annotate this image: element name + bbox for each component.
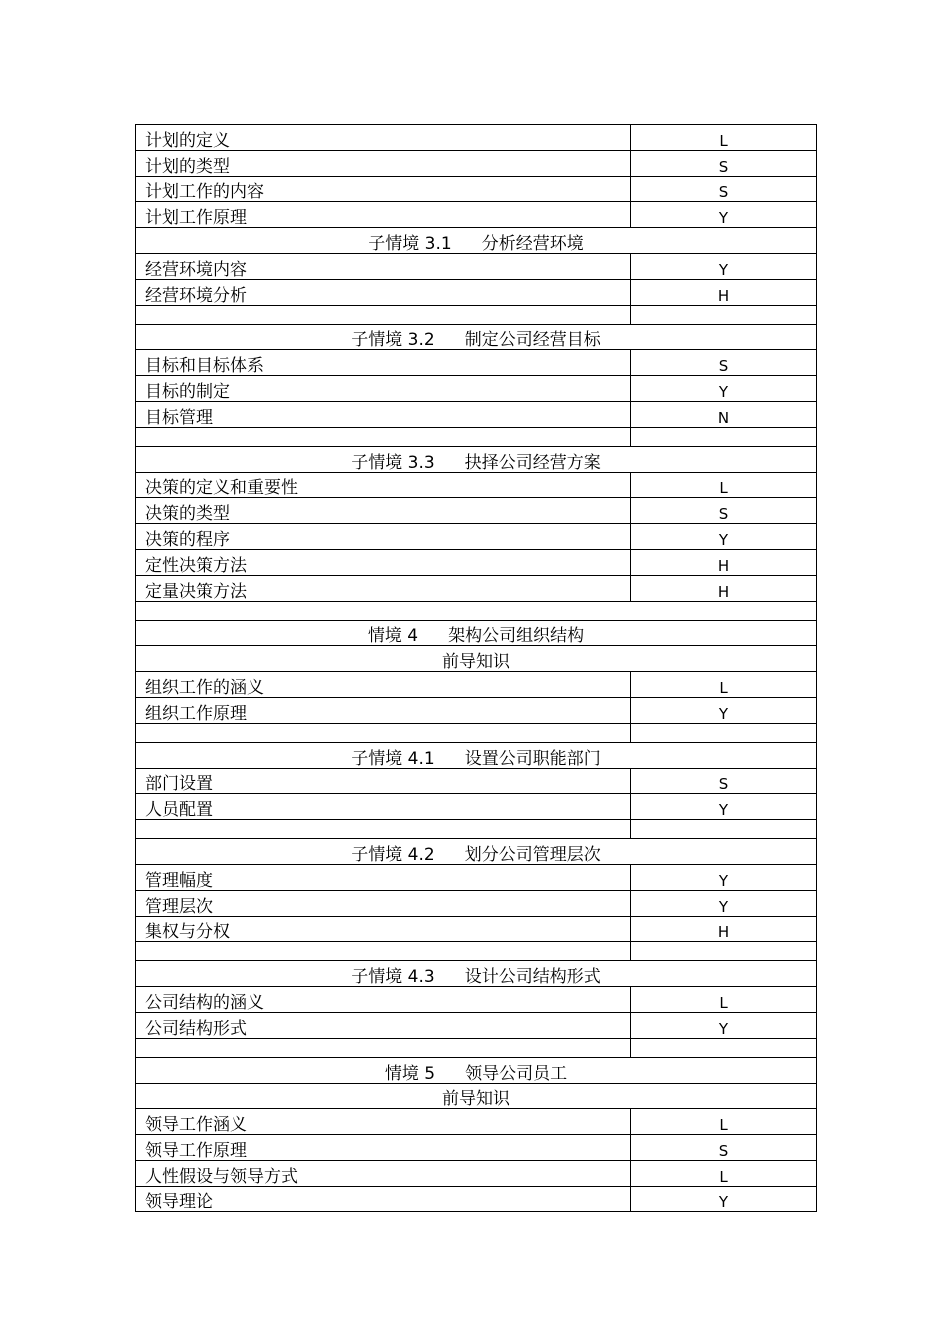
blank-row bbox=[136, 427, 817, 446]
section-heading bbox=[136, 961, 817, 987]
topic-label: 目标管理 bbox=[136, 401, 631, 427]
level-code: S bbox=[631, 768, 817, 794]
level-code: L bbox=[631, 672, 817, 698]
blank-cell bbox=[136, 1038, 631, 1057]
blank-cell bbox=[136, 601, 817, 620]
level-code: N bbox=[631, 401, 817, 427]
section-number: 情境 4 bbox=[367, 626, 419, 646]
level-code: S bbox=[631, 498, 817, 524]
section-heading-row bbox=[136, 839, 817, 865]
level-code: Y bbox=[631, 524, 817, 550]
blank-cell bbox=[136, 820, 631, 839]
subheading-row bbox=[136, 646, 817, 672]
level-code: H bbox=[631, 549, 817, 575]
blank-cell bbox=[631, 1038, 817, 1057]
section-heading bbox=[136, 839, 817, 865]
section-heading-row bbox=[136, 961, 817, 987]
section-heading bbox=[136, 742, 817, 768]
section-heading-row bbox=[136, 446, 817, 472]
table-row bbox=[136, 401, 817, 427]
level-code: S bbox=[631, 150, 817, 176]
table-row bbox=[136, 549, 817, 575]
table-row bbox=[136, 253, 817, 279]
blank-row bbox=[136, 820, 817, 839]
table-row bbox=[136, 890, 817, 916]
section-title: 制定公司经营目标 bbox=[464, 330, 601, 350]
blank-row bbox=[136, 942, 817, 961]
blank-cell bbox=[631, 427, 817, 446]
table-row bbox=[136, 768, 817, 794]
level-code: L bbox=[631, 1109, 817, 1135]
topic-label: 集权与分权 bbox=[136, 916, 631, 942]
level-code: Y bbox=[631, 794, 817, 820]
section-title: 分析经营环境 bbox=[481, 233, 584, 254]
topic-label: 领导工作涵义 bbox=[136, 1109, 631, 1135]
section-number: 子情境 4.1 bbox=[351, 748, 435, 769]
topic-label: 目标和目标体系 bbox=[136, 350, 631, 376]
level-code: H bbox=[631, 279, 817, 305]
section-number: 子情境 4.3 bbox=[351, 967, 435, 987]
knowledge-table bbox=[135, 124, 817, 1212]
section-number: 子情境 3.3 bbox=[351, 452, 435, 473]
table-row bbox=[136, 916, 817, 942]
blank-row bbox=[136, 305, 817, 324]
table-row bbox=[136, 202, 817, 228]
blank-row bbox=[136, 723, 817, 742]
blank-cell bbox=[631, 942, 817, 961]
subheading-row bbox=[136, 1083, 817, 1109]
level-code: H bbox=[631, 575, 817, 601]
table-row bbox=[136, 697, 817, 723]
topic-label: 领导理论 bbox=[136, 1186, 631, 1212]
section-title: 划分公司管理层次 bbox=[464, 844, 601, 865]
level-code: S bbox=[631, 350, 817, 376]
table-row bbox=[136, 350, 817, 376]
section-number: 子情境 4.2 bbox=[351, 844, 435, 865]
section-title: 领导公司员工 bbox=[465, 1063, 568, 1083]
topic-label: 人员配置 bbox=[136, 794, 631, 820]
table-body bbox=[136, 125, 817, 1212]
table-row bbox=[136, 1160, 817, 1186]
blank-cell bbox=[136, 427, 631, 446]
section-heading bbox=[136, 324, 817, 350]
topic-label: 经营环境分析 bbox=[136, 279, 631, 305]
topic-label: 计划工作的内容 bbox=[136, 176, 631, 202]
table-row bbox=[136, 524, 817, 550]
topic-label: 计划的类型 bbox=[136, 150, 631, 176]
level-code: Y bbox=[631, 1186, 817, 1212]
section-heading-row bbox=[136, 1057, 817, 1083]
section-heading bbox=[136, 620, 817, 646]
section-title: 设计公司结构形式 bbox=[464, 967, 601, 987]
table-row bbox=[136, 279, 817, 305]
table-row bbox=[136, 1109, 817, 1135]
blank-cell bbox=[136, 305, 631, 324]
section-heading-row bbox=[136, 228, 817, 254]
blank-row bbox=[136, 1038, 817, 1057]
blank-cell bbox=[136, 723, 631, 742]
section-heading bbox=[136, 446, 817, 472]
topic-label: 计划工作原理 bbox=[136, 202, 631, 228]
topic-label: 决策的程序 bbox=[136, 524, 631, 550]
topic-label: 定量决策方法 bbox=[136, 575, 631, 601]
blank-cell bbox=[631, 723, 817, 742]
topic-label: 组织工作的涵义 bbox=[136, 672, 631, 698]
level-code: Y bbox=[631, 1012, 817, 1038]
topic-label: 管理幅度 bbox=[136, 864, 631, 890]
level-code: Y bbox=[631, 376, 817, 402]
table-row bbox=[136, 125, 817, 151]
table-row bbox=[136, 987, 817, 1013]
topic-label: 计划的定义 bbox=[136, 125, 631, 151]
section-heading-row bbox=[136, 324, 817, 350]
subheading-title: 前导知识 bbox=[136, 1083, 817, 1109]
topic-label: 人性假设与领导方式 bbox=[136, 1160, 631, 1186]
table-row bbox=[136, 672, 817, 698]
level-code: L bbox=[631, 987, 817, 1013]
topic-label: 公司结构形式 bbox=[136, 1012, 631, 1038]
table-row bbox=[136, 176, 817, 202]
topic-label: 组织工作原理 bbox=[136, 697, 631, 723]
blank-row bbox=[136, 601, 817, 620]
table-row bbox=[136, 1186, 817, 1212]
topic-label: 目标的制定 bbox=[136, 376, 631, 402]
section-heading-row bbox=[136, 742, 817, 768]
level-code: L bbox=[631, 125, 817, 151]
section-heading bbox=[136, 1057, 817, 1083]
section-title: 设置公司职能部门 bbox=[464, 748, 601, 769]
topic-label: 经营环境内容 bbox=[136, 253, 631, 279]
table-row bbox=[136, 1012, 817, 1038]
topic-label: 管理层次 bbox=[136, 890, 631, 916]
blank-cell bbox=[631, 305, 817, 324]
level-code: Y bbox=[631, 253, 817, 279]
level-code: Y bbox=[631, 697, 817, 723]
topic-label: 决策的类型 bbox=[136, 498, 631, 524]
table-row bbox=[136, 498, 817, 524]
table-row bbox=[136, 472, 817, 498]
level-code: L bbox=[631, 472, 817, 498]
table-row bbox=[136, 575, 817, 601]
topic-label: 决策的定义和重要性 bbox=[136, 472, 631, 498]
level-code: Y bbox=[631, 864, 817, 890]
section-number: 情境 5 bbox=[384, 1063, 436, 1083]
level-code: Y bbox=[631, 202, 817, 228]
topic-label: 定性决策方法 bbox=[136, 549, 631, 575]
section-number: 子情境 3.1 bbox=[368, 233, 452, 254]
topic-label: 公司结构的涵义 bbox=[136, 987, 631, 1013]
table-row bbox=[136, 376, 817, 402]
section-heading-row bbox=[136, 620, 817, 646]
table-row bbox=[136, 1135, 817, 1161]
table-row bbox=[136, 150, 817, 176]
topic-label: 领导工作原理 bbox=[136, 1135, 631, 1161]
level-code: S bbox=[631, 176, 817, 202]
subheading-title: 前导知识 bbox=[136, 646, 817, 672]
section-title: 抉择公司经营方案 bbox=[464, 452, 601, 473]
section-number: 子情境 3.2 bbox=[351, 330, 435, 350]
level-code: S bbox=[631, 1135, 817, 1161]
level-code: Y bbox=[631, 890, 817, 916]
section-heading bbox=[136, 228, 817, 254]
level-code: L bbox=[631, 1160, 817, 1186]
table-row bbox=[136, 794, 817, 820]
level-code: H bbox=[631, 916, 817, 942]
topic-label: 部门设置 bbox=[136, 768, 631, 794]
table-row bbox=[136, 864, 817, 890]
section-title: 架构公司组织结构 bbox=[448, 626, 585, 646]
blank-cell bbox=[631, 820, 817, 839]
blank-cell bbox=[136, 942, 631, 961]
